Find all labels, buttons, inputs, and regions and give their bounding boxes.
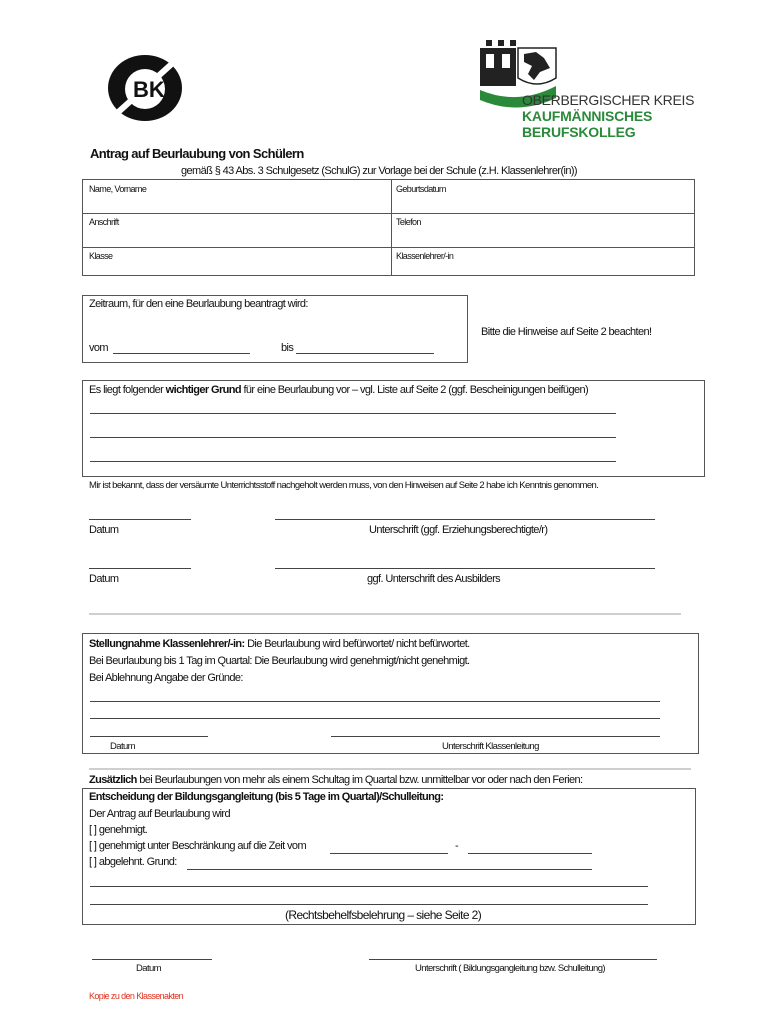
legal-notice: (Rechtsbehelfsbelehrung – siehe Seite 2) [285,908,482,922]
rejection-reason-field[interactable] [187,869,592,870]
table-divider [391,179,392,276]
period-from-label: vom [89,342,108,354]
teacher-field[interactable]: Klassenlehrer/-in [396,251,454,261]
bk-school-logo [105,53,185,123]
period-to-label: bis [281,342,294,354]
date-label-1: Datum [89,524,119,536]
reason-line-1[interactable] [90,413,616,414]
period-label: Zeitraum, für den eine Beurlaubung beantragt wird: [89,298,308,310]
decision-option-rejected[interactable]: [ ] abgelehnt. Grund: [89,856,177,868]
teacher-statement-line2: Bei Beurlaubung bis 1 Tag im Quartal: Die Beurlaubung wird genehmigt/nicht genehmigt. [89,655,470,667]
name-field[interactable]: Name, Vorname [89,184,147,194]
final-date-line[interactable] [92,959,212,960]
form-title: Antrag auf Beurlaubung von Schülern [90,146,304,161]
copy-note: Kopie zu den Klassenakten [89,991,184,1001]
period-to-field[interactable] [296,353,434,354]
decision-option-restricted[interactable]: [ ] genehmigt unter Beschränkung auf die Zeit vom [89,840,307,852]
reason-label: Es liegt folgender wichtiger Grund für eine Beurlaubung vor – vgl. Liste auf Seite 2 (ggf. Bescheinigungen beifügen) [89,384,589,396]
svg-text:BK: BK [133,77,165,102]
teacher-date-line[interactable] [90,736,208,737]
reason-line-3[interactable] [90,461,616,462]
section-separator [89,613,681,615]
phone-field[interactable]: Telefon [396,217,421,227]
teacher-statement-line3: Bei Ablehnung Angabe der Gründe: [89,672,243,684]
period-from-field[interactable] [113,353,250,354]
table-row-divider [82,213,695,214]
date-label-2: Datum [89,573,119,585]
teacher-signature-line[interactable] [331,736,660,737]
class-field[interactable]: Klasse [89,251,113,261]
teacher-date-label: Datum [110,741,135,752]
okb-name-line3: BERUFSKOLLEG [522,124,636,140]
birthdate-field[interactable]: Geburtsdatum [396,184,446,194]
okb-name-line1: OBERBERGISCHER KREIS [522,92,695,108]
reason-line-2[interactable] [90,437,616,438]
teacher-statement-line1: Stellungnahme Klassenlehrer/-in: Die Beurlaubung wird befürwortet/ nicht befürwortet. [89,638,470,650]
restricted-dash: - [455,840,459,852]
restricted-to-field[interactable] [468,853,592,854]
rejection-reason-line-1[interactable] [90,701,660,702]
date-line-2[interactable] [89,568,191,569]
signature-label-trainer: ggf. Unterschrift des Ausbilders [367,573,501,585]
period-note: Bitte die Hinweise auf Seite 2 beachten! [481,326,652,338]
acknowledgement-text: Mir ist bekannt, dass der versäumte Unterrichtsstoff nachgeholt werden muss, von den Hinweisen auf Seite 2 habe ich Kenntnis genommen. [89,480,599,491]
additional-note: Zusätzlich bei Beurlaubungen von mehr als einem Schultag im Quartal bzw. unmittelbar vor oder nach den Ferien: [89,774,583,786]
decision-option-approved[interactable]: [ ] genehmigt. [89,824,148,836]
decision-line1: Der Antrag auf Beurlaubung wird [89,808,230,820]
section-separator [89,768,691,770]
personal-info-table [82,179,695,276]
okb-name-line2: KAUFMÄNNISCHES [522,108,653,124]
final-date-label: Datum [136,963,161,974]
rejection-reason-line-2[interactable] [90,718,660,719]
form-subtitle: gemäß § 43 Abs. 3 Schulgesetz (SchulG) zur Vorlage bei der Schule (z.H. Klassenlehrer(in)) [181,165,577,177]
teacher-signature-label: Unterschrift Klassenleitung [442,741,539,752]
final-signature-line[interactable] [369,959,657,960]
final-signature-label: Unterschrift ( Bildungsgangleitung bzw. Schulleitung) [415,963,605,974]
signature-line-guardian[interactable] [275,519,655,520]
address-field[interactable]: Anschrift [89,217,119,227]
decision-line-2[interactable] [90,904,648,905]
date-line-1[interactable] [89,519,191,520]
table-row-divider [82,247,695,248]
decision-line-1[interactable] [90,886,648,887]
restricted-from-field[interactable] [330,853,448,854]
signature-line-trainer[interactable] [275,568,655,569]
decision-title: Entscheidung der Bildungsgangleitung (bis 5 Tage im Quartal)/Schulleitung: [89,791,444,803]
signature-label-guardian: Unterschrift (ggf. Erziehungsberechtigte/r) [369,524,548,536]
